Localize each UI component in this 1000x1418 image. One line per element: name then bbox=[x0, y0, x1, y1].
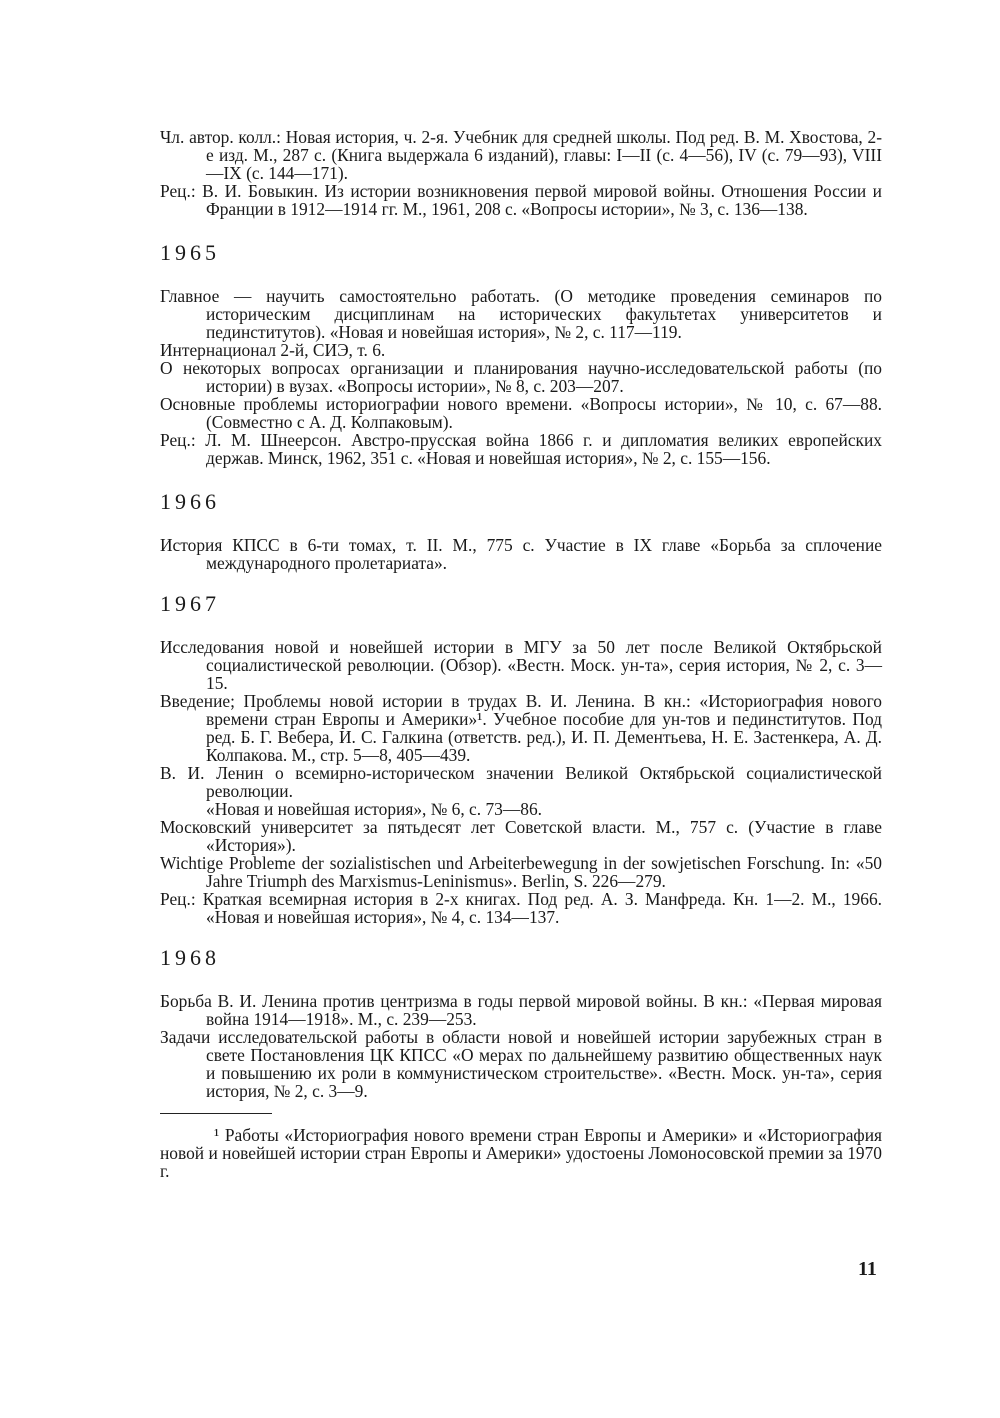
bibliography-entry: О некоторых вопросах организации и планирования научно-исследовательской работы (по истории) в вузах. «Вопросы истории», № 8, с. 203—207. bbox=[160, 358, 882, 396]
bibliography-entry: Рец.: Л. М. Шнеерсон. Австро-прусская война 1866 г. и дипломатия великих европейских держав. Минск, 1962, 351 с. «Новая и новейшая история», № 2, с. 155—156. bbox=[160, 430, 882, 468]
year-heading: 1967 bbox=[160, 591, 220, 616]
bibliography-entry: В. И. Ленин о всемирно-историческом значении Великой Октябрьской социалистической революции. bbox=[160, 763, 882, 801]
year-section-1968 bbox=[160, 945, 882, 1100]
bibliography-entry: Wichtige Probleme der sozialistischen und Arbeiterbewegung in der sowjetischen Forschung. In: «50 Jahre Triumph des Marxismus-Leninismus». Berlin, S. 226—279. bbox=[160, 853, 882, 891]
page-body bbox=[160, 128, 882, 1180]
intro-entries bbox=[160, 128, 882, 218]
year-section-1965 bbox=[160, 240, 882, 467]
bibliography-entry: История КПСС в 6-ти томах, т. II. М., 775 с. Участие в IX главе «Борьба за сплочение международного пролетариата». bbox=[160, 535, 882, 573]
bibliography-entry: Борьба В. И. Ленина против центризма в годы первой мировой войны. В кн.: «Первая мировая война 1914—1918». М., с. 239—253. bbox=[160, 991, 882, 1029]
footnote: ¹ Работы «Историография нового времени стран Европы и Америки» и «Историография новой и новейшей истории стран Европы и Америки» удостоены Ломоносовской премии за 1970 г. bbox=[160, 1125, 882, 1181]
year-section-1967 bbox=[160, 591, 882, 926]
bibliography-entry: Задачи исследовательской работы в области новой и новейшей истории зарубежных стран в свете Постановления ЦК КПСС «О мерах по дальнейшему развитию общественных наук и повышению их роли в коммунистическом строительстве». «Вестн. Моск. ун-та», серия история, № 2, с. 3—9. bbox=[160, 1027, 882, 1101]
bibliography-entry: Чл. автор. колл.: Новая история, ч. 2-я. Учебник для средней школы. Под ред. В. М. Хвостова, 2-е изд. М., 287 с. (Книга выдержала 6 изданий), главы: I—II (с. 4—56), IV (с. 79—93), VIII—IX (с. 144—171). bbox=[160, 127, 882, 183]
bibliography-entry: «Новая и новейшая история», № 6, с. 73—86. bbox=[206, 799, 542, 819]
page-number: 11 bbox=[858, 1258, 877, 1280]
year-heading: 1966 bbox=[160, 489, 220, 514]
bibliography-entry: Введение; Проблемы новой истории в трудах В. И. Ленина. В кн.: «Историография нового времени стран Европы и Америки»¹. Учебное пособие для ун-тов и пединститутов. Под ред. Б. Г. Вебера, И. С. Галкина (ответств. ред.), И. П. Дементьева, Н. Е. Застенкера, А. Д. Колпакова. М., стр. 5—8, 405—439. bbox=[160, 691, 882, 765]
bibliography-entry: Московский университет за пятьдесят лет Советской власти. М., 757 с. (Участие в главе «История»). bbox=[160, 817, 882, 855]
footnote-divider bbox=[160, 1113, 272, 1114]
bibliography-entry: Главное — научить самостоятельно работать. (О методике проведения семинаров по историческим дисциплинам на исторических факультетах университетов и пединститутов). «Новая и новейшая история», № 2, с. 117—119. bbox=[160, 286, 882, 342]
bibliography-entry: Рец.: Краткая всемирная история в 2-х книгах. Под ред. А. З. Манфреда. Кн. 1—2. М., 1966. «Новая и новейшая история», № 4, с. 134—137. bbox=[160, 889, 882, 927]
bibliography-entry: Основные проблемы историографии нового времени. «Вопросы истории», № 10, с. 67—88. (Совместно с А. Д. Колпаковым). bbox=[160, 394, 882, 432]
year-section-1966 bbox=[160, 489, 882, 572]
year-heading: 1968 bbox=[160, 945, 220, 970]
year-heading: 1965 bbox=[160, 240, 220, 265]
bibliography-entry: Рец.: В. И. Бовыкин. Из истории возникновения первой мировой войны. Отношения России и Франции в 1912—1914 гг. М., 1961, 208 с. «Вопросы истории», № 3, с. 136—138. bbox=[160, 181, 882, 219]
bibliography-entry: Исследования новой и новейшей истории в МГУ за 50 лет после Великой Октябрьской социалистической революции. (Обзор). «Вестн. Моск. ун-та», серия история, № 2, с. 3—15. bbox=[160, 637, 882, 693]
bibliography-entry: Интернационал 2-й, СИЭ, т. 6. bbox=[160, 340, 386, 360]
